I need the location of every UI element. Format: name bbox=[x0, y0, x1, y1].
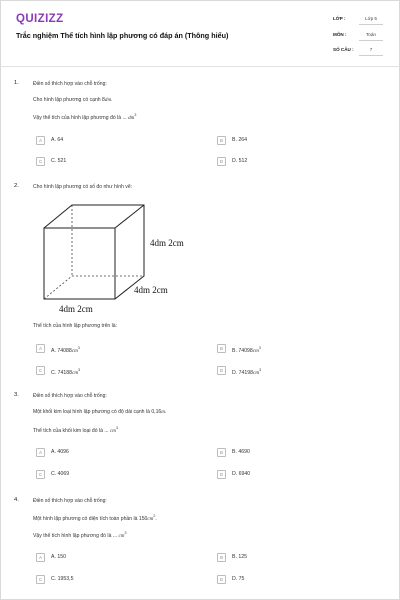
question-1-number: 1. bbox=[14, 80, 19, 86]
subject-label: MÔN : bbox=[333, 32, 347, 37]
question-count-label: SỐ CÂU : bbox=[333, 47, 354, 52]
option-d-text: D. 75 bbox=[232, 576, 245, 582]
cube-hidden-depth-edge bbox=[44, 276, 72, 299]
option-a-text: A. 150 bbox=[51, 554, 66, 560]
option-a-box: A bbox=[36, 136, 45, 145]
option-d-text: D. 6940 bbox=[232, 471, 251, 477]
question-3-line-1: Một khối kim loại hình lập phương có độ dài cạnh là 0,16m. bbox=[33, 409, 167, 415]
quizizz-logo: QUIZIZZ bbox=[16, 13, 64, 25]
option-b-text: B. 125 bbox=[232, 554, 247, 560]
class-label: LỚP : bbox=[333, 16, 346, 21]
option-d-box: D bbox=[217, 575, 226, 584]
class-value: Lớp 5 bbox=[359, 16, 383, 25]
question-4-line-1: Một hình lập phương có diện tích toàn phần là $150cm^2$. bbox=[33, 514, 157, 522]
question-4-number: 4. bbox=[14, 497, 19, 503]
class-row bbox=[333, 14, 385, 25]
option-d-box: D bbox=[217, 366, 226, 375]
cube-figure bbox=[40, 200, 190, 315]
option-b-text: B. 4690 bbox=[232, 449, 250, 455]
question-1-prompt: Điền số thích hợp vào chỗ trống: bbox=[33, 81, 107, 87]
option-c-box: C bbox=[36, 575, 45, 584]
question-3-prompt: Điền số thích hợp vào chỗ trống: bbox=[33, 393, 107, 399]
cube-label-bottom: 4dm 2cm bbox=[59, 304, 93, 314]
option-a-text: A. 64 bbox=[51, 137, 64, 143]
option-c-box: C bbox=[36, 470, 45, 479]
option-d-box: D bbox=[217, 470, 226, 479]
question-1-line-1: Cho hình lập phương có cạnh 8dm. bbox=[33, 97, 113, 103]
question-4-prompt: Điền số thích hợp vào chỗ trống: bbox=[33, 498, 107, 504]
question-count-value: 7 bbox=[359, 47, 383, 56]
question-3-line-2: Thể tích của khối kim loại đó là ... $cm^3$ bbox=[33, 426, 118, 434]
option-d-text: D. 512 bbox=[232, 158, 248, 164]
cube-top-right-edge bbox=[115, 205, 144, 228]
option-c-text: C. $74188cm^3$ bbox=[51, 368, 81, 376]
option-c-text: C. 4069 bbox=[51, 471, 70, 477]
question-2-prompt: Cho hình lập phương có số đo như hình vẽ: bbox=[33, 184, 133, 190]
question-count-row bbox=[333, 45, 385, 56]
option-d-box: D bbox=[217, 157, 226, 166]
question-4-line-2: Vậy thể tích hình lập phương đó là ... $cm^3$ bbox=[33, 531, 127, 539]
option-a-box: A bbox=[36, 448, 45, 457]
cube-label-right: 4dm 2cm bbox=[150, 238, 184, 248]
question-2-number: 2. bbox=[14, 183, 19, 189]
option-b-box: B bbox=[217, 448, 226, 457]
option-c-box: C bbox=[36, 157, 45, 166]
document-title: Trắc nghiệm Thể tích hình lập phương có đáp án (Thông hiểu) bbox=[16, 31, 229, 40]
option-b-text: B. 264 bbox=[232, 137, 247, 143]
question-1-line-2: Vậy thể tích của hình lập phương đó là ... $dm^3$ bbox=[33, 113, 137, 121]
option-c-box: C bbox=[36, 366, 45, 375]
subject-value: Toán bbox=[359, 32, 383, 41]
option-a-text: A. $74088cm^3$ bbox=[51, 346, 80, 354]
option-b-text: B. $74098cm^3$ bbox=[232, 346, 261, 354]
page-header bbox=[0, 0, 400, 70]
option-c-text: C. 1953,5 bbox=[51, 576, 74, 582]
option-a-box: A bbox=[36, 344, 45, 353]
question-2-question: Thể tích của hình lập phương trên là: bbox=[33, 323, 118, 329]
option-b-box: B bbox=[217, 344, 226, 353]
option-a-text: A. 4096 bbox=[51, 449, 69, 455]
header-divider bbox=[0, 66, 400, 67]
cube-front-face bbox=[44, 228, 115, 299]
option-b-box: B bbox=[217, 136, 226, 145]
option-d-text: D. $74198cm^3$ bbox=[232, 368, 262, 376]
cube-label-front: 4dm 2cm bbox=[134, 285, 168, 295]
cube-back-visible-edges bbox=[44, 205, 144, 299]
question-3-number: 3. bbox=[14, 392, 19, 398]
option-c-text: C. 521 bbox=[51, 158, 67, 164]
subject-row bbox=[333, 30, 385, 41]
option-b-box: B bbox=[217, 553, 226, 562]
option-a-box: A bbox=[36, 553, 45, 562]
